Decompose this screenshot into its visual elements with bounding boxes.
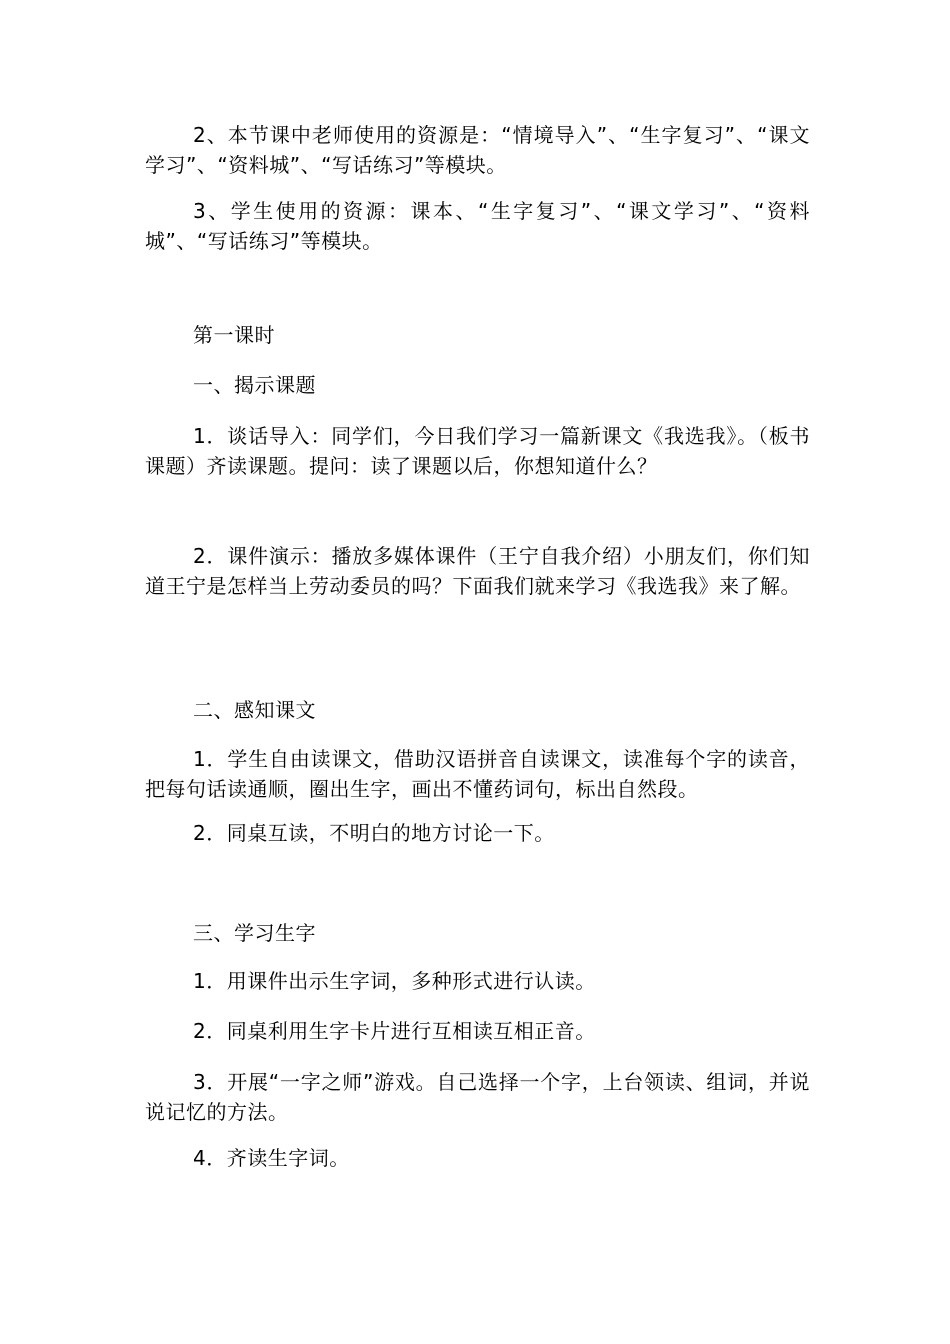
section-1-paragraph-2: 2．课件演示：播放多媒体课件（王宁自我介绍）小朋友们，你们知道王宁是怎样当上劳动委员的吗？下面我们就来学习《我选我》来了解。 <box>145 544 810 598</box>
section-3-paragraph-4: 4．齐读生字词。 <box>193 1146 350 1170</box>
lesson-title: 第一课时 <box>193 323 275 347</box>
resource-item-3: 3、学生使用的资源：课本、“生字复习”、“课文学习”、“资料城”、“写话练习”等模块。 <box>145 199 810 253</box>
resource-item-2: 2、本节课中老师使用的资源是：“情境导入”、“生字复习”、“课文学习”、“资料城”、“写话练习”等模块。 <box>145 123 810 177</box>
section-3-heading: 三、学习生字 <box>193 921 316 945</box>
section-2-paragraph-1: 1．学生自由读课文，借助汉语拼音自读课文，读准每个字的读音，把每句话读通顺，圈出生字，画出不懂药词句，标出自然段。 <box>145 747 810 801</box>
section-3-paragraph-3: 3．开展“一字之师”游戏。自己选择一个字，上台领读、组词，并说说记忆的方法。 <box>145 1070 810 1124</box>
section-1-heading: 一、揭示课题 <box>193 373 316 397</box>
section-2-paragraph-2: 2．同桌互读，不明白的地方讨论一下。 <box>193 821 555 845</box>
section-2-heading: 二、感知课文 <box>193 698 316 722</box>
section-3-paragraph-1: 1．用课件出示生字词，多种形式进行认读。 <box>193 969 596 993</box>
section-1-paragraph-1: 1．谈话导入：同学们，今日我们学习一篇新课文《我选我》。（板书课题）齐读课题。提问：读了课题以后，你想知道什么？ <box>145 424 810 478</box>
section-3-paragraph-2: 2．同桌利用生字卡片进行互相读互相正音。 <box>193 1019 596 1043</box>
